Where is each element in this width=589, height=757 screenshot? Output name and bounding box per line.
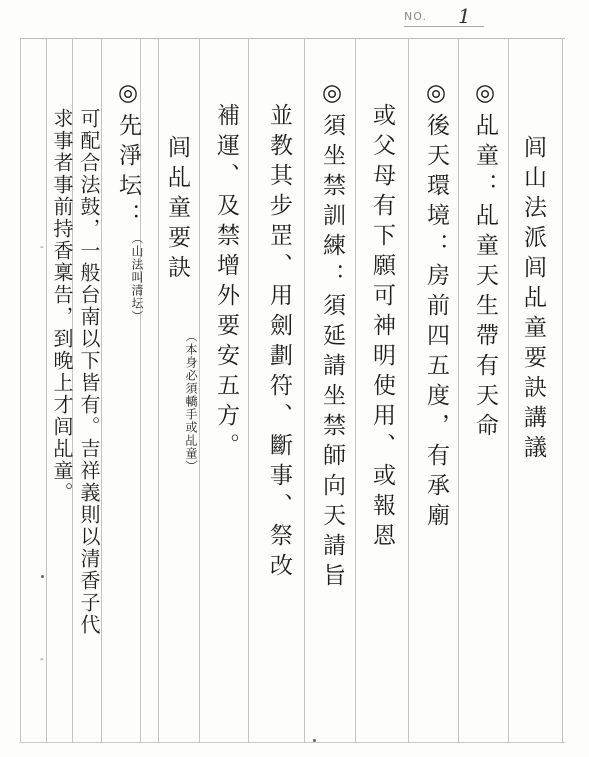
text-column-2: ◎乩童：乩童天生帶有天命 [472,80,498,443]
text-column-3: ◎後天環境：房前四五度，有承廟 [423,80,449,533]
text-column-7: 補運、及禁增外要安五方。 [213,103,239,463]
document-title: 闾山法派闾乩童要訣講議 [520,135,546,465]
page-number: 1 [458,4,471,28]
paper-mark [313,739,316,742]
column-rule [355,38,356,743]
column-rule [508,38,509,743]
column-rule [158,38,159,743]
paper-mark [41,575,44,578]
margin-mark: - [40,240,44,253]
column-rule [458,38,459,743]
annotation-7: （本身必須轎手或乩童） [184,330,198,473]
column-rule [199,38,200,743]
column-rule [562,38,563,743]
text-column-11: 求事者事前持香稟告，到晚上才闾乩童。 [50,108,74,504]
annotation-9: （山法叫清坛） [130,232,144,323]
text-column-4: 或父母有下願可神明使用、或報恩 [369,103,395,553]
column-rule [20,38,21,743]
section-heading: 闾乩童要訣 [164,135,190,285]
column-rule [101,38,102,743]
page-number-label: NO. [404,10,427,23]
column-rule [408,38,409,743]
page-number-rule [404,26,484,27]
text-column-5: ◎須坐禁訓練：須延請坐禁師向天請旨 [319,80,345,593]
text-column-10: 可配合法鼓，一般台南以下皆有。吉祥義則以清香子代 [77,108,101,636]
margin-mark: - [40,652,44,665]
column-rule [46,38,47,743]
text-column-6: 並教其步罡、用劍劃符、斷事、祭改 [266,103,292,583]
column-rule [248,38,249,743]
column-rule [304,38,305,743]
text-column-9: ◎先淨坛： [115,80,141,233]
